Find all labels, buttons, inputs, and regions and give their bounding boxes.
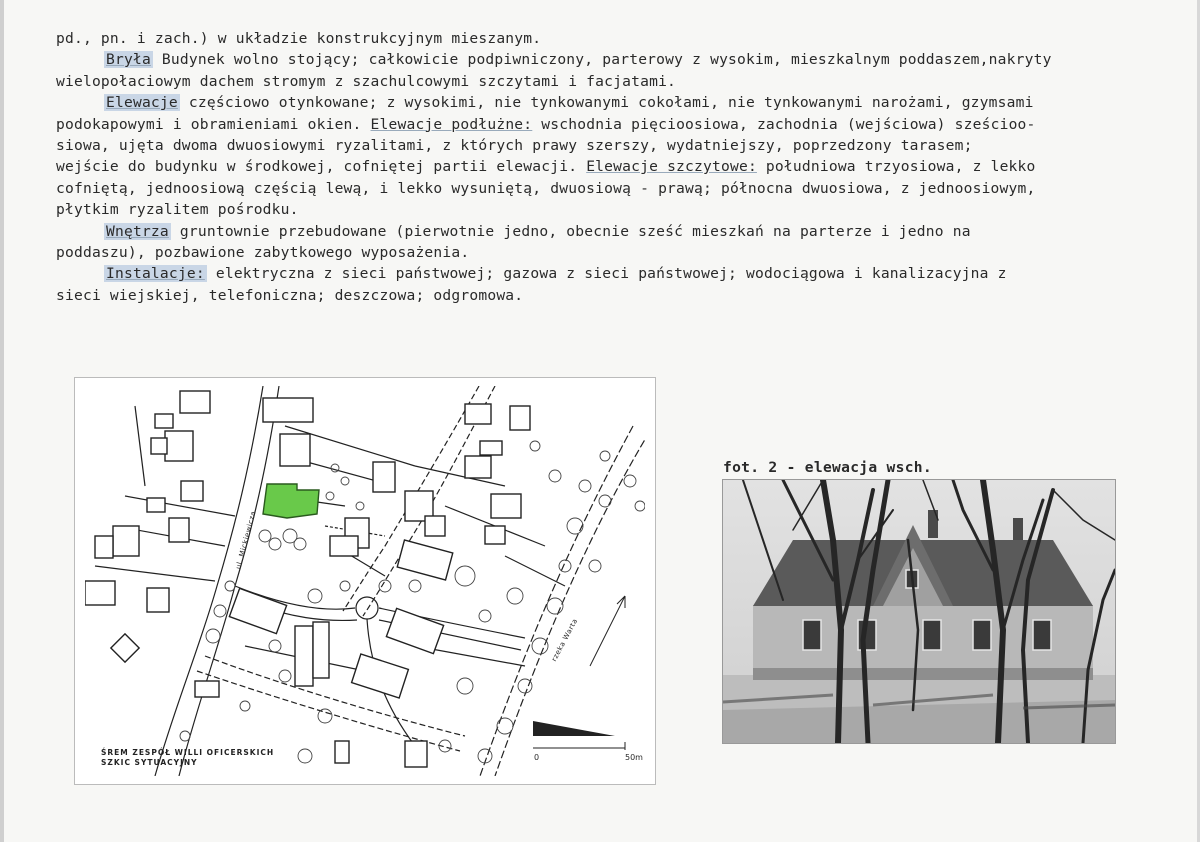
section-heading-bryla: Bryła [106,51,151,69]
text-line [56,92,1166,113]
highlighted-building [263,484,319,518]
site-plan-svg [85,386,645,776]
text-line [56,263,1166,284]
section-heading-elewacje: Elewacje [106,94,178,112]
line-text: poddaszu), pozbawione zabytkowego wyposażenia. [56,244,470,262]
site-plan-title-line2: SZKIC SYTUACYJNY [101,758,198,767]
line-text: południowa trzyosiowa, z lekko [756,158,1036,176]
page-edge-left [0,0,4,842]
river-label: rzeka Warta [550,617,580,663]
line-text: podokapowymi i obramieniami okien. [56,115,371,133]
line-text: wejście do budynku w środkowej, cofniętej partii elewacji. [56,158,587,176]
line-text: Budynek wolno stojący; całkowicie podpiwniczony, parterowy z wysokim, mieszkalnym poddaszem,nakryty [152,51,1052,69]
scale-start-label: 0 [534,753,540,762]
line-text: siowa, ujęta dwoma dwuosiowymi ryzalitami, z których prawy szerszy, wydatniejszy, poprzedzony tarasem; [56,137,973,155]
section-heading-elewacje-podluzne: Elewacje podłużne: [370,115,533,133]
line-text: częściowo otynkowane; z wysokimi, nie tynkowanymi cokołami, nie tynkowanymi narożami, gzymsami [179,94,1034,112]
text-line [56,28,1166,49]
site-plan-title [101,748,274,768]
line-text: elektryczna z sieci państwowej; gazowa z sieci państwowej; wodociągowa i kanalizacyjna z [206,265,1007,283]
section-heading-instalacje: Instalacje: [106,265,205,283]
text-line [56,199,1166,220]
site-plan-title-line1: ŚREM ZESPÓŁ WILLI OFICERSKICH [101,748,275,757]
section-heading-wnetrza: Wnętrza [106,222,169,240]
description-text [56,28,1166,306]
text-line [56,135,1166,156]
street-label: ul. Mickiewicza [234,510,258,570]
building-photo-svg [723,480,1115,743]
line-text: cofniętą, jednoosiową częścią lewą, i lekko wysuniętą, dwuosiową - prawą; północna dwuosiowa, z jednoosiowym, [56,179,1036,197]
photo-caption: fot. 2 - elewacja wsch. [723,459,932,476]
building-photo [722,479,1116,744]
line-text: pd., pn. i zach.) w układzie konstrukcyjnym mieszanym. [56,30,542,47]
text-line [56,242,1166,263]
line-text: wielopołaciowym dachem stromym z szachulcowymi szczytami i facjatami. [56,72,677,90]
text-line [56,71,1166,92]
line-text: sieci wiejskiej, telefoniczna; deszczowa; odgromowa. [56,286,524,304]
site-plan-drawing [85,386,645,776]
scale-end-label: 50m [625,753,643,762]
site-plan [74,377,656,785]
line-text: gruntownie przebudowane (pierwotnie jedno, obecnie sześć mieszkań na parterze i jedno na [170,222,971,240]
text-line [56,156,1166,177]
line-text: wschodnia pięcioosiowa, zachodnia (wejściowa) sześcioo- [532,115,1036,133]
section-heading-elewacje-szczytowe: Elewacje szczytowe: [586,158,757,176]
text-line [56,221,1166,242]
text-line [56,114,1166,135]
line-text: płytkim ryzalitem pośrodku. [56,201,299,219]
text-line [56,178,1166,199]
text-line [56,285,1166,306]
text-line [56,49,1166,70]
